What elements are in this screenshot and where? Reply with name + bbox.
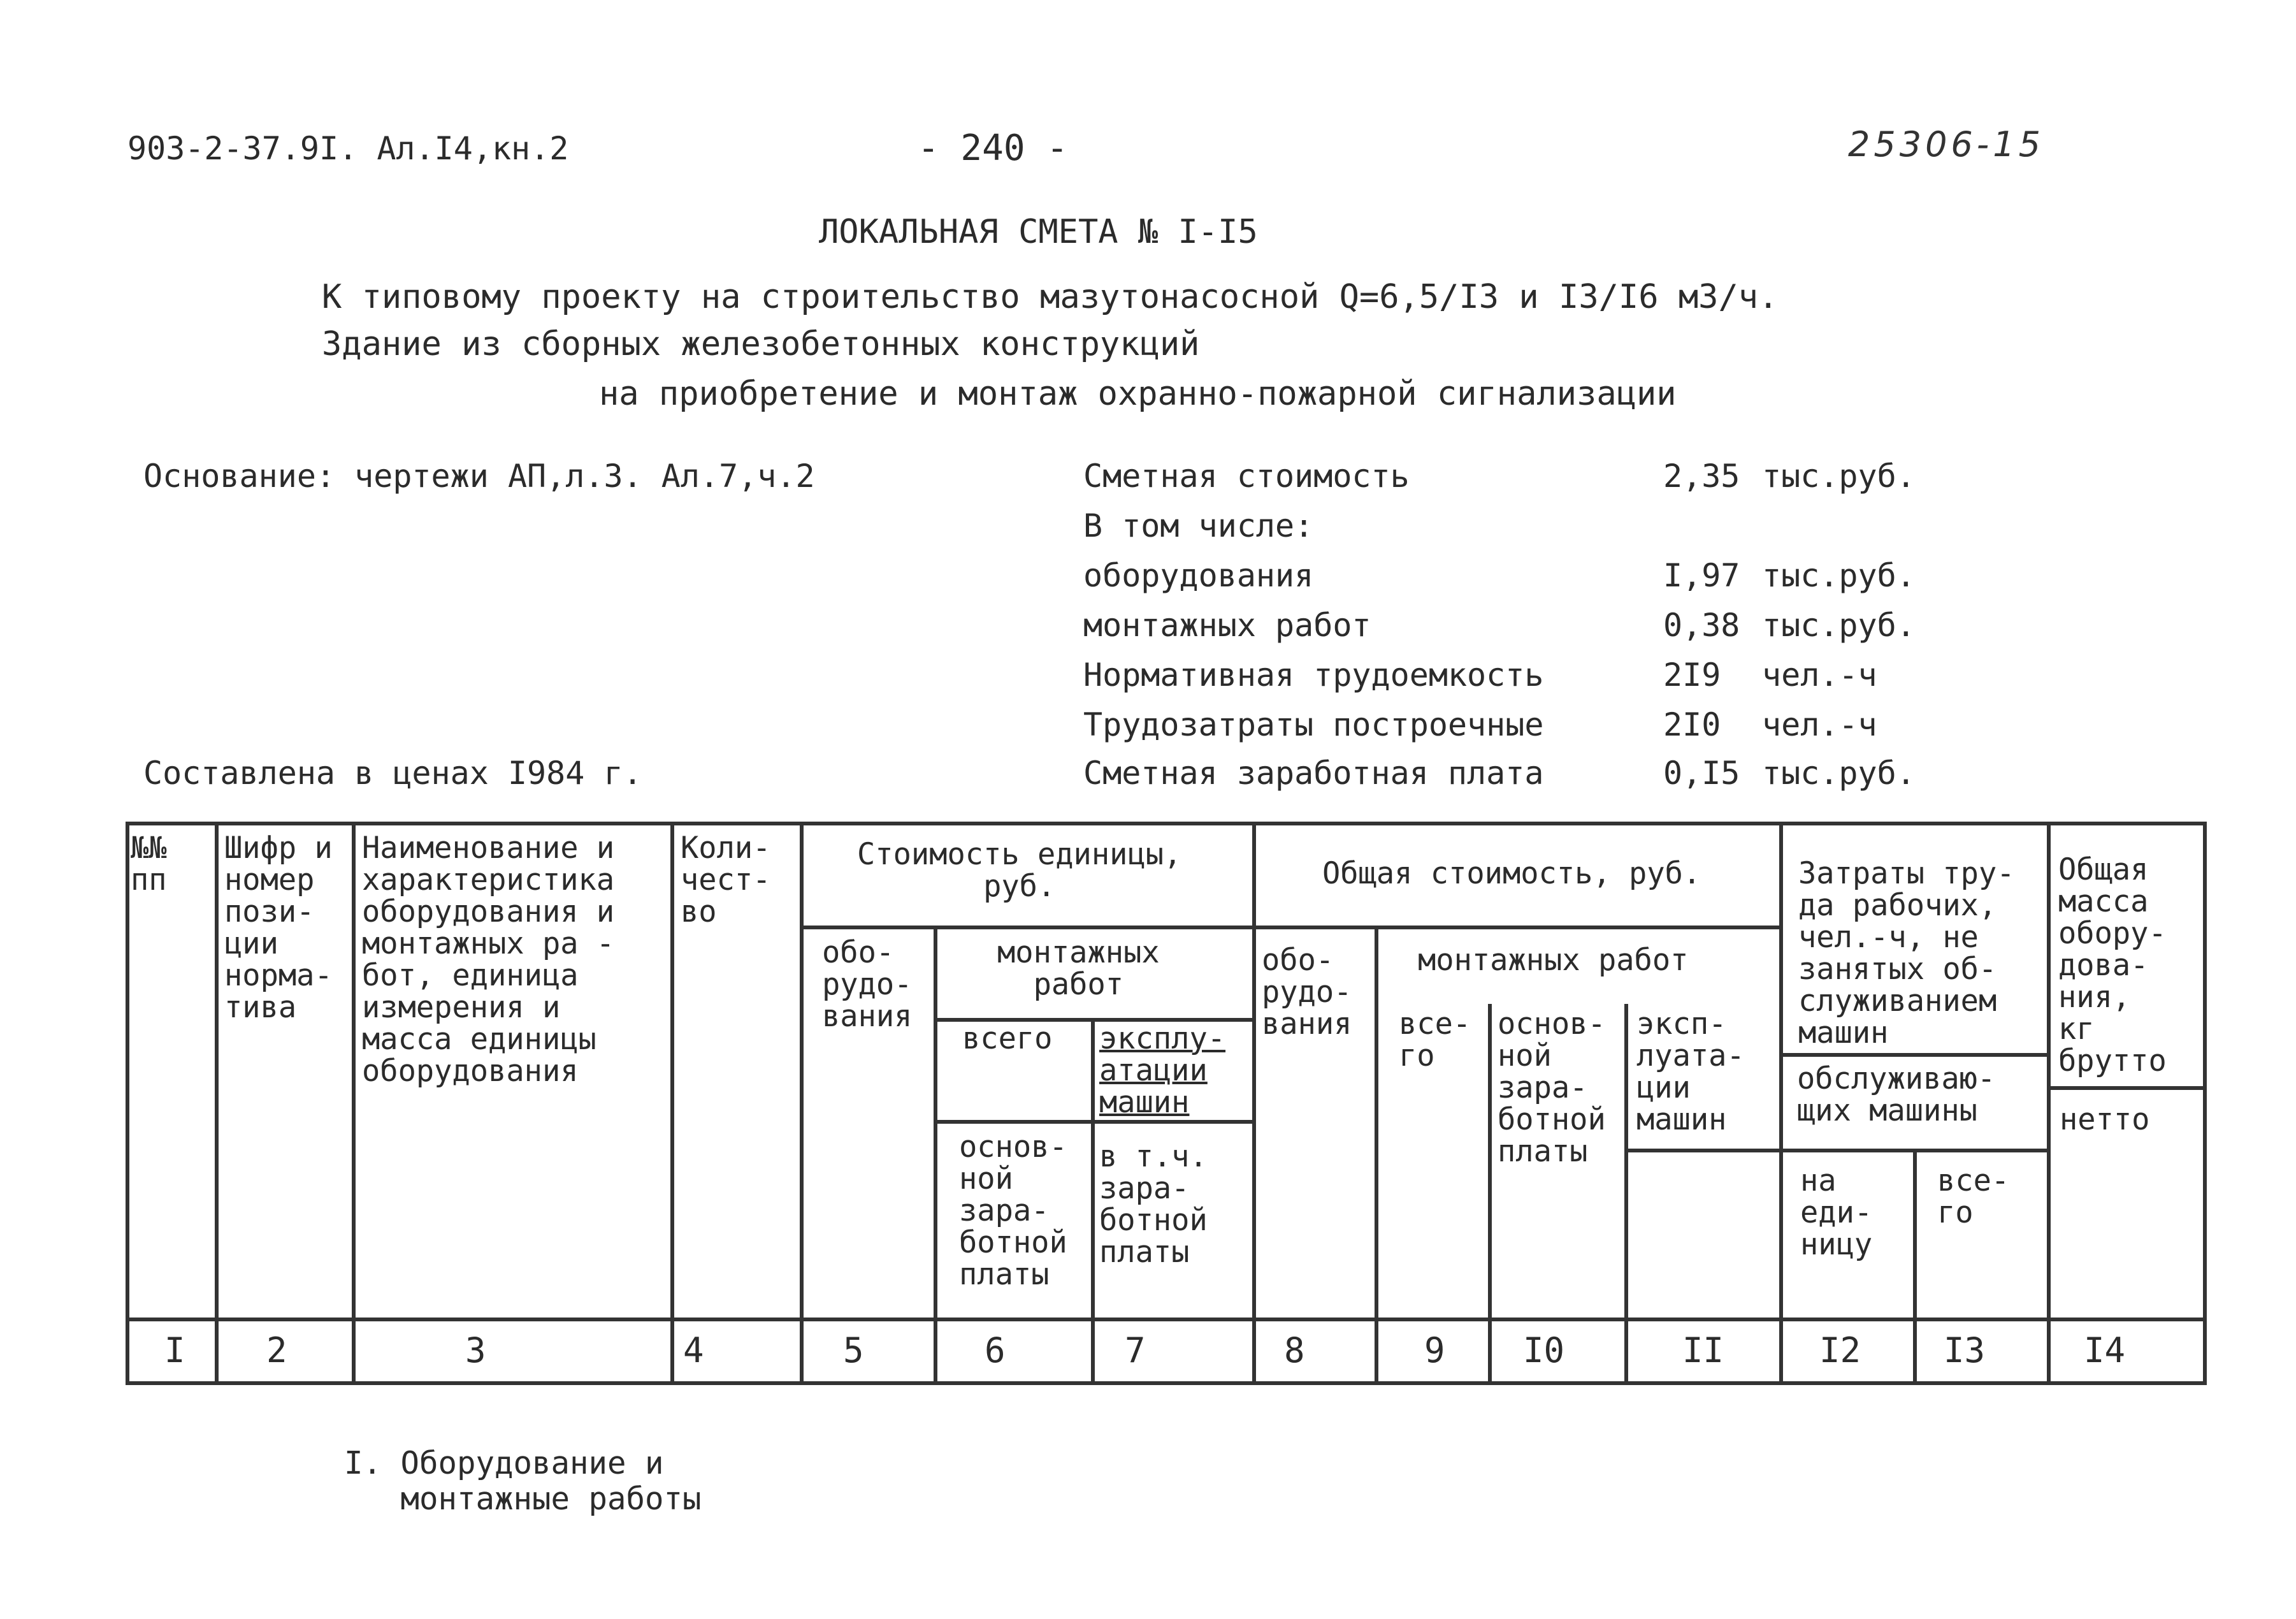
header-labor: Затраты тру- да рабочих, чел.-ч, не занятых об- служиванием машин — [1798, 856, 2015, 1050]
page-number: - 240 - — [918, 127, 1069, 169]
col-number: I3 — [1944, 1330, 1986, 1370]
summary-label: Сметная заработная плата — [1083, 755, 1544, 792]
header-mounting-unit: монтажных работ — [997, 935, 1160, 1002]
header-col7-top: эксплу- атации машин — [1099, 1021, 1226, 1120]
summary-value: 2I9 — [1663, 657, 1721, 693]
summary-value: 2I0 — [1663, 706, 1721, 743]
header-net: нетто — [2060, 1102, 2150, 1137]
basis-text: Основание: чертежи АП,л.3. Ал.7,ч.2 — [143, 458, 815, 495]
col-number: 5 — [843, 1330, 864, 1370]
col-number: 3 — [465, 1330, 486, 1370]
header-equipment-total: обо- рудо- вания — [1262, 943, 1352, 1042]
summary-unit: тыс.руб. — [1762, 755, 1916, 792]
summary-label: В том числе: — [1083, 507, 1314, 544]
header-name: Наименование и характеристика оборудования и монтажных ра - бот, единица измерения и масса единицы оборудования — [362, 831, 615, 1089]
estimate-title: ЛОКАЛЬНАЯ СМЕТА № I-I5 — [819, 213, 1258, 251]
handwritten-number: 25306-15 — [1848, 124, 2044, 164]
header-unit-cost: Стоимость единицы, руб. — [857, 837, 1182, 904]
header-total-cost: Общая стоимость, руб. — [1322, 856, 1701, 891]
header-quantity: Коли- чест- во — [681, 831, 771, 929]
summary-label: Трудозатраты построечные — [1083, 706, 1544, 743]
header-col12: на еди- ницу — [1800, 1163, 1873, 1262]
col-number: II — [1682, 1330, 1724, 1370]
project-line-1: К типовому проекту на строительство мазутонасосной Q=6,5/I3 и I3/I6 м3/ч. — [322, 278, 1779, 316]
summary-unit: тыс.руб. — [1762, 607, 1916, 644]
col-number: I4 — [2084, 1330, 2126, 1370]
summary-value: 0,I5 — [1663, 755, 1740, 792]
header-col10: основ- ной зара- ботной платы — [1498, 1006, 1606, 1169]
project-line-2: Здание из сборных железобетонных конструкций — [322, 325, 1200, 363]
summary-unit: тыс.руб. — [1762, 458, 1916, 495]
summary-unit: чел.-ч — [1762, 706, 1877, 743]
col-number: I2 — [1819, 1330, 1861, 1370]
col-number: 8 — [1284, 1330, 1305, 1370]
header-number: №№ пп — [131, 831, 167, 897]
header-col7-bottom: в т.ч. зара- ботной платы — [1099, 1139, 1208, 1270]
section-heading: I. Оборудование и монтажные работы — [344, 1445, 702, 1517]
summary-value: I,97 — [1663, 557, 1740, 594]
document-code: 903-2-37.9I. Ал.I4,кн.2 — [127, 130, 569, 167]
summary-label: оборудования — [1083, 557, 1314, 594]
header-code: Шифр и номер пози- ции норма- тива — [224, 831, 333, 1025]
summary-value: 2,35 — [1663, 458, 1740, 495]
header-col11: эксп- луата- ции машин — [1636, 1006, 1745, 1137]
header-equipment-unit: обо- рудо- вания — [822, 935, 913, 1034]
col-number: 2 — [266, 1330, 287, 1370]
col-number: I — [164, 1330, 185, 1370]
summary-label: Сметная стоимость — [1083, 458, 1410, 495]
header-total-mass: Общая масса обору- дова- ния, кг брутто — [2058, 852, 2167, 1078]
header-col6-bottom: основ- ной зара- ботной платы — [959, 1129, 1067, 1292]
project-line-3: на приобретение и монтаж охранно-пожарной сигнализации — [599, 375, 1677, 413]
col-number: 6 — [985, 1330, 1006, 1370]
header-col6-top: всего — [962, 1021, 1053, 1056]
col-number: 4 — [683, 1330, 704, 1370]
prices-text: Составлена в ценах I984 г. — [143, 755, 642, 792]
col-number: 7 — [1125, 1330, 1146, 1370]
col-number: 9 — [1424, 1330, 1445, 1370]
summary-label: Нормативная трудоемкость — [1083, 657, 1544, 693]
summary-label: монтажных работ — [1083, 607, 1371, 644]
summary-value: 0,38 — [1663, 607, 1740, 644]
summary-unit: тыс.руб. — [1762, 557, 1916, 594]
header-col13: все- го — [1937, 1163, 2010, 1230]
summary-unit: чел.-ч — [1762, 657, 1877, 693]
header-labor-machines: обслуживаю- щих машины — [1797, 1061, 1996, 1128]
header-col9: все- го — [1399, 1006, 1471, 1073]
header-mounting-total: монтажных работ — [1418, 943, 1689, 978]
col-number: I0 — [1523, 1330, 1565, 1370]
